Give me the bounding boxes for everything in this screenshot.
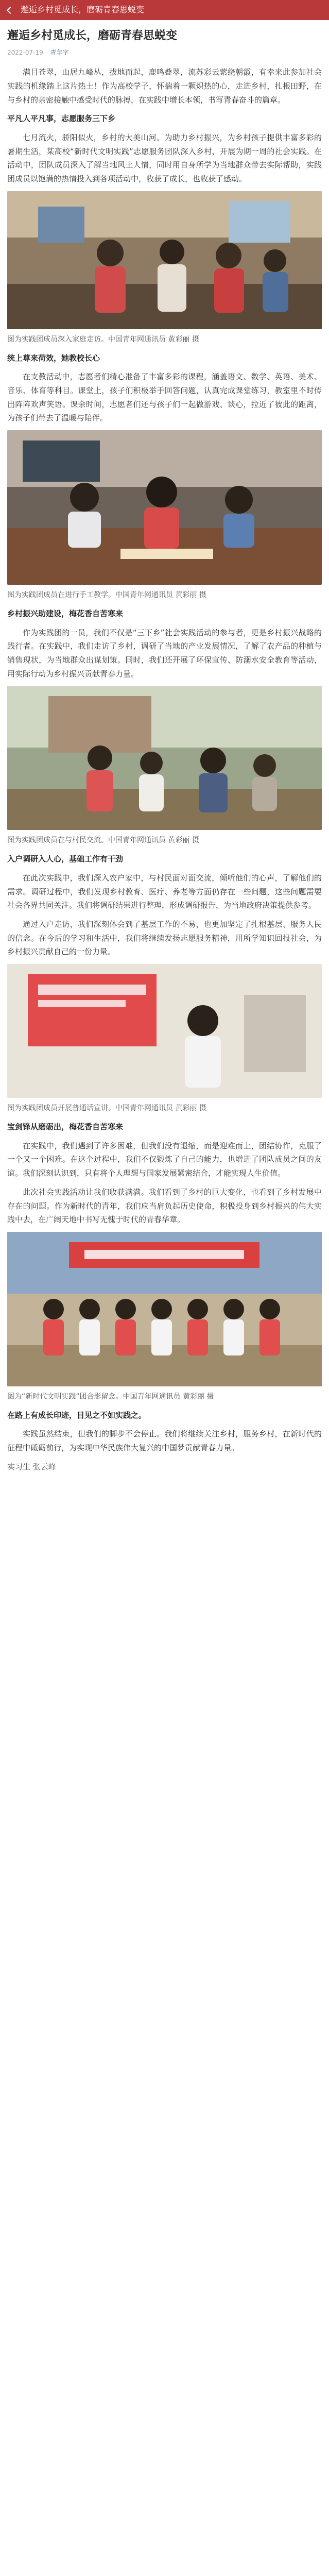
photo-caption: 图为实践团成员深入家庭走访。中国青年网通讯员 黄彩丽 摄 [7, 335, 199, 344]
paragraph: 满目苍翠，山居九峰丛，拔地而起，鹿鸣叠翠，流苏彩云萦绕朝霞，有幸来此参加社会实践的机缘踏上这片热土！作为高校学子，怀揣着一颗炽热的心，走进乡村，扎根田野，在与乡村的亲密接触中感受时代的脉搏，在实践中增长本领，书写青春奋斗的篇章。 [7, 67, 322, 105]
photo-handcraft-class [7, 430, 322, 585]
paragraph: 此次社会实践活动让我们收获满满。我们看到了乡村的巨大变化，也看到了乡村发展中存在的问题。作为新时代的青年，我们应当肩负起历史使命，积极投身到乡村振兴的伟大实践中去，在广阔天地中书写无愧于时代的青春华章。 [7, 1187, 322, 1225]
paragraph: 在支教活动中，志愿者们精心准备了丰富多彩的课程，涵盖语文、数学、英语、美术、音乐、体育等科目。课堂上，孩子们积极举手回答问题，认真完成课堂练习，教室里不时传出阵阵欢声笑语。课余时间，志愿者们还与孩子们一起做游戏、谈心，拉近了彼此的距离，为孩子们带去了温暖与陪伴。 [7, 372, 322, 423]
paragraph: 在此次实践中，我们深入农户家中，与村民面对面交流，倾听他们的心声，了解他们的需求。调研过程中，我们发现乡村教育、医疗、养老等方面仍存在一些问题，这些问题需要社会各界共同关注。我们将调研结果进行整理，形成调研报告，为当地政府决策提供参考。 [7, 873, 322, 910]
article-meta [7, 47, 322, 58]
paragraph: 通过入户走访，我们深刻体会到了基层工作的不易，也更加坚定了扎根基层、服务人民的信念。在今后的学习和生活中，我们将继续发扬志愿服务精神，用所学知识回报社会，为乡村振兴贡献自己的一份力量。 [7, 920, 322, 957]
photo-home-visit [7, 191, 322, 329]
photo-caption: 图为实践团成员开展普通话宣讲。中国青年网通讯员 黄彩丽 摄 [7, 1104, 206, 1113]
back-arrow-icon [7, 6, 14, 13]
paragraph: 七月流火，骄阳似火，乡村的大美山河。为助力乡村振兴，为乡村孩子提供丰富多彩的暑期生活，某高校“新时代文明实践”志愿服务团队深入乡村，开展为期一周的社会实践。在活动中，团队成员深入了解当地风土人情，同时用自身所学为当地群众带去实际帮助，实践团成员以饱满的热情投入到各项活动中，收获了成长，也收获了感动。 [7, 133, 322, 184]
photo-caption: 图为“新时代文明实践”团合影留念。中国青年网通讯员 黄彩丽 摄 [7, 1392, 214, 1401]
section-heading: 在路上有成长印迹，目见之不如实践之。 [7, 1410, 147, 1420]
article-body [0, 65, 329, 2576]
photo-caption: 图为实践团成员在与村民交流。中国青年网通讯员 黄彩丽 摄 [7, 836, 199, 845]
photo-villager-talk [7, 686, 322, 830]
top-bar [0, 0, 329, 20]
top-bar-title: 邂逅乡村觅成长，磨砺青春思蜕变 [21, 5, 145, 15]
article-source-link[interactable]: 青年字 [50, 48, 69, 56]
section-heading: 宝剑锋从磨砺出，梅花香自苦寒来 [7, 1122, 124, 1132]
paragraph: 作为实践团的一员，我们不仅是“三下乡”社会实践活动的参与者，更是乡村振兴战略的践行者。在实践中，我们走访了乡村，调研了当地的产业发展情况，了解了农产品的种植与销售现状，为当地群众出谋划策。同时，我们还开展了环保宣传、防溺水安全教育等活动，用实际行动为乡村振兴贡献青春力量。 [7, 628, 322, 679]
section-heading: 乡村振兴助建设，梅花香自苦寒来 [7, 609, 124, 618]
photo-mandarin-lecture [7, 964, 322, 1098]
section-heading: 统上尊来荷效，她教校长心 [7, 353, 100, 363]
author-credit: 实习生 张云峰 [7, 1462, 56, 1471]
section-heading: 平凡人平凡事，志愿服务三下乡 [7, 114, 116, 124]
paragraph: 实践虽然结束，但我们的脚步不会停止。我们将继续关注乡村，服务乡村，在新时代的征程中砥砺前行，为实现中华民族伟大复兴的中国梦贡献青春力量。 [7, 1429, 322, 1453]
article-date: 2022-07-19 [7, 48, 43, 56]
article-title: 邂逅乡村觅成长，磨砺青春思蜕变 [7, 29, 178, 42]
paragraph: 在实践中，我们遇到了许多困难，但我们没有退缩，而是迎难而上，团结协作，克服了一个又一个困难。在这个过程中，我们不仅锻炼了自己的能力，也增进了团队成员之间的友谊。我们深刻认识到，只有将个人理想与国家发展紧密结合，才能实现人生价值。 [7, 1141, 322, 1178]
section-heading: 入户调研入人心，基础工作有干劲 [7, 854, 124, 864]
photo-group-photo [7, 1232, 322, 1386]
photo-caption: 图为实践团成员在进行手工教学。中国青年网通讯员 黄彩丽 摄 [7, 591, 206, 600]
back-button[interactable] [0, 0, 21, 20]
